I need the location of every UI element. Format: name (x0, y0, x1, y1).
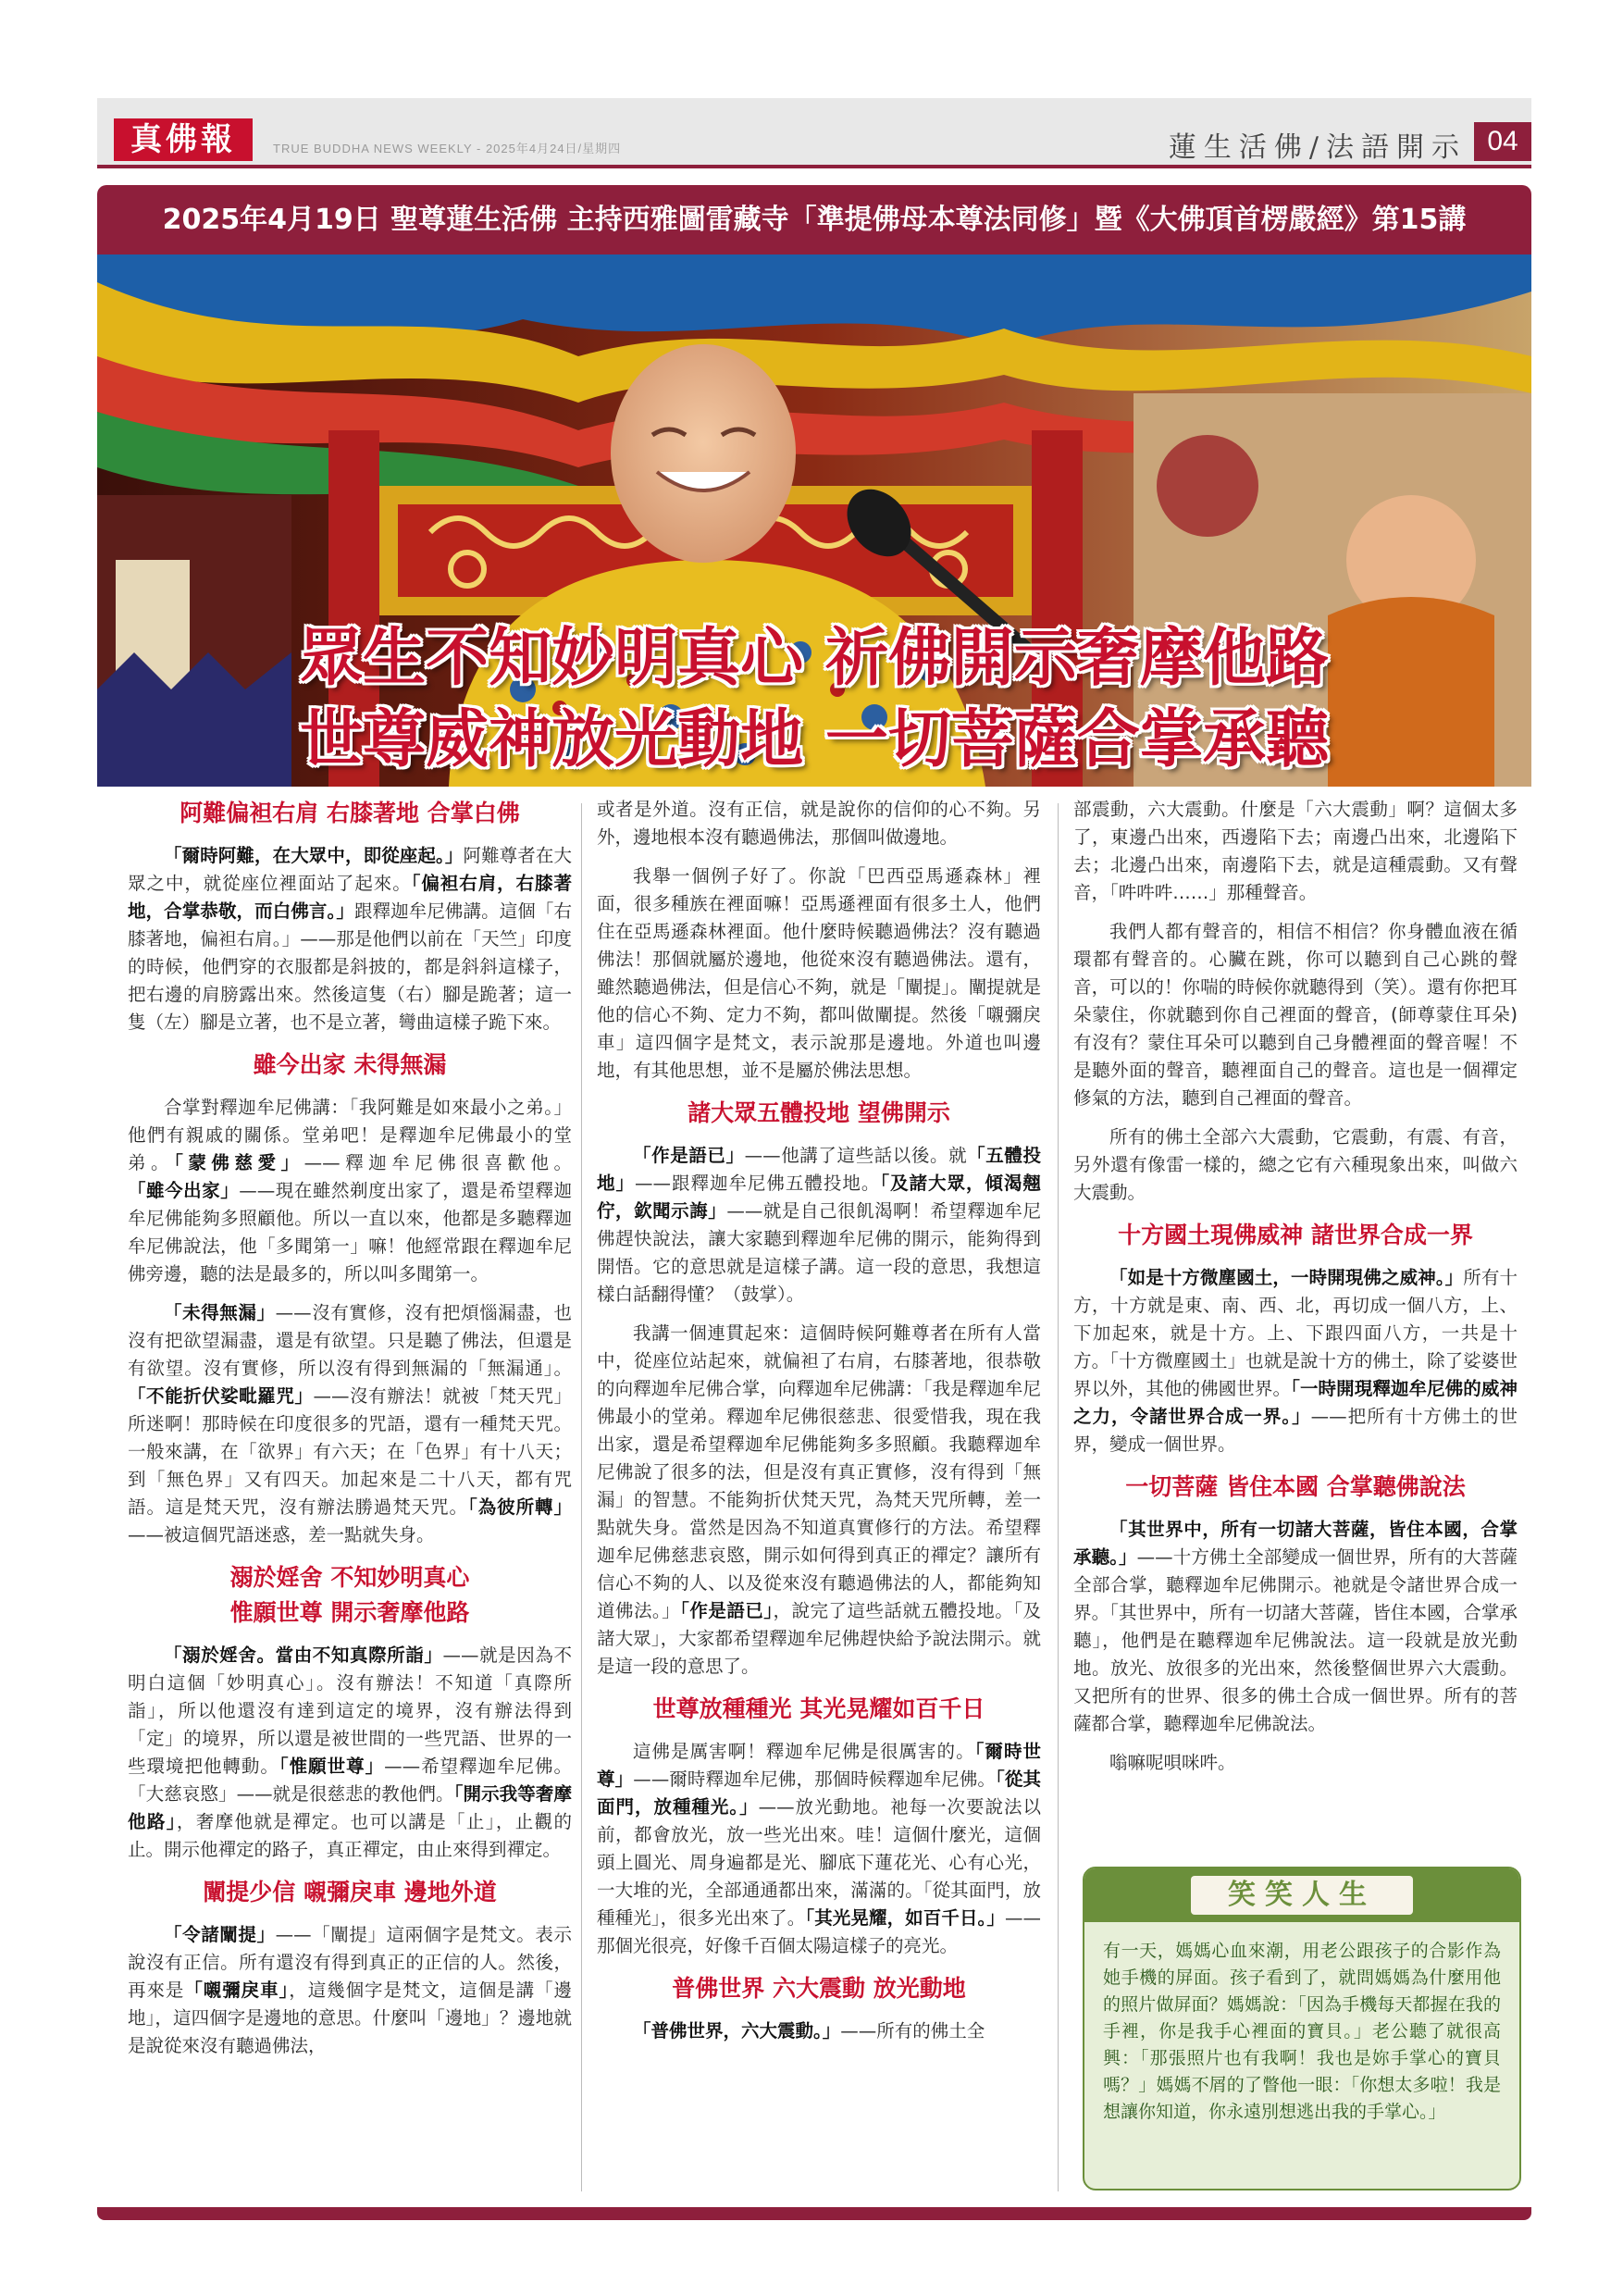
article-column-3 (1073, 796, 1518, 1788)
subheading: 諸大眾五體投地 望佛開示 (688, 1099, 950, 1126)
article-column-1 (128, 796, 572, 2071)
newspaper-logo: 真佛報 (114, 118, 253, 161)
headline-line-2: 世尊威神放光動地 一切菩薩合掌承聽 (300, 702, 1329, 776)
subheading: 雖今出家 未得無漏 (253, 1051, 447, 1078)
paragraph: 所有的佛土全部六大震動，它震動，有震、有音，另外還有像雷一樣的，總之它有六種現象出來，叫做六大震動。 (1073, 1126, 1518, 1203)
joke-box-title: 笑笑人生 (1191, 1876, 1413, 1915)
column-divider (581, 803, 582, 2191)
paragraph: 我講一個連貫起來：這個時候阿難尊者在所有人當中，從座位站起來，就偏袒了右肩，右膝著地，很恭敬的向釋迦牟尼佛合掌，向釋迦牟尼佛講：「我是釋迦牟尼佛最小的堂弟。釋迦牟尼佛很慈悲、很愛惜我，現在我出家，還是希望釋迦牟尼佛能夠多多照顧。我聽釋迦牟尼佛說了很多的法，但是沒有真正實修，沒有得到「無漏」的智慧。不能夠折伏梵天咒，為梵天咒所轉，差一點就失身。當然是因為不知道真實修行的方法。希望釋迦牟尼佛慈悲哀愍，開示如何得到真正的禪定？讓所有信心不夠的人、以及從來沒有聽過佛法的人，都能夠知道佛法。」「作是語已」，說完了這些話就五體投地。「及諸大眾」，大家都希望釋迦牟尼佛趕快給予說法開示。就是這一段的意思了。 (597, 1322, 1041, 1677)
paragraph: 「其世界中，所有一切諸大菩薩，皆住本國，合掌承聽。」——十方佛土全部變成一個世界，所有的大菩薩全部合掌，聽釋迦牟尼佛開示。祂就是令諸世界合成一界。「其世界中，所有一切諸大菩薩，皆住本國，合掌承聽」，他們是在聽釋迦牟尼佛說法。這一段就是放光動地。放光、放很多的光出來，然後整個世界六大震動。又把所有的世界、很多的佛土合成一個世界。所有的菩薩都合掌，聽釋迦牟尼佛說法。 (1073, 1519, 1518, 1734)
news-date-line: TRUE BUDDHA NEWS WEEKLY - 2025年4月24日/星期四 (273, 142, 622, 155)
section-title: 蓮生活佛/法語開示 (1168, 131, 1467, 164)
paragraph: 「令諸闡提」——「闡提」這兩個字是梵文。表示說沒有正信。所有還沒有得到真正的正信的人。然後，再來是「嚫彌戾車」，這幾個字是梵文，這個是講「邊地」，這四個字是邊地的意思。什麼叫「邊地」？邊地就是說從來沒有聽過佛法， (128, 1924, 572, 2056)
subheading: 世尊放種種光 其光晃耀如百千日 (652, 1695, 985, 1722)
paragraph: 「溺於婬舍。當由不知真際所詣」——就是因為不明白這個「妙明真心」。沒有辦法！不知道「真際所詣」，所以他還沒有達到這定的境界，沒有辦法得到「定」的境界，所以還是被世間的一些咒語、世界的一些環境把他轉動。「惟願世尊」——希望釋迦牟尼佛。「大慈哀愍」——就是很慈悲的教他們。「開示我等奢摩他路」，奢摩他就是禪定。也可以講是「止」，止觀的止。開示他禪定的路子，真正禪定，由止來得到禪定。 (128, 1644, 572, 1860)
joke-box (1083, 1867, 1521, 2191)
paragraph: 「未得無漏」——沒有實修，沒有把煩惱漏盡，也沒有把欲望漏盡，還是有欲望。只是聽了佛法，但還是有欲望。沒有實修，所以沒有得到無漏的「無漏通」。「不能折伏娑毗羅咒」——沒有辦法！就被「梵天咒」所迷啊！那時候在印度很多的咒語，還有一種梵天咒。一般來講，在「欲界」有六天；在「色界」有十八天；到「無色界」又有四天。加起來是二十八天，都有咒語。這是梵天咒，沒有辦法勝過梵天咒。「為彼所轉」——被這個咒語迷惑，差一點就失身。 (128, 1302, 572, 1545)
subheading: 一切菩薩 皆住本國 合掌聽佛說法 (1125, 1473, 1466, 1500)
masthead (97, 98, 1531, 168)
page-bottom-bar (97, 2207, 1531, 2220)
page-number: 04 (1474, 122, 1531, 161)
hero-photo (97, 254, 1531, 787)
event-title-bar: 2025年4月19日 聖尊蓮生活佛 主持西雅圖雷藏寺「準提佛母本尊法同修」暨《大佛頂首楞嚴經》第15講 (97, 185, 1531, 254)
paragraph: 部震動，六大震動。什麼是「六大震動」啊？這個太多了，東邊凸出來，西邊陷下去；南邊凸出來，北邊陷下去；北邊凸出來，南邊陷下去，就是這種震動。又有聲音，「吽吽吽……」那種聲音。 (1073, 799, 1518, 903)
subheading: 溺於婬舍 不知妙明真心 (229, 1564, 470, 1591)
paragraph: 我舉一個例子好了。你說「巴西亞馬遜森林」裡面，很多種族在裡面嘛！亞馬遜裡面有很多土人，他們住在亞馬遜森林裡面。他什麼時候聽過佛法？沒有聽過佛法！那個就屬於邊地，他從來沒有聽過佛法。還有，雖然聽過佛法，但是信心不夠，就是「闡提」。闡提就是他的信心不夠、定力不夠，都叫做闡提。然後「嚫彌戾車」這四個字是梵文，表示說那是邊地。外道也叫邊地，有其他思想，並不是屬於佛法思想。 (597, 865, 1041, 1081)
article-column-2 (597, 796, 1041, 2056)
subheading: 闡提少信 嚫彌戾車 邊地外道 (203, 1879, 497, 1905)
headline-line-1: 眾生不知妙明真心 祈佛開示奢摩他路 (300, 621, 1329, 695)
subheading: 阿難偏袒右肩 右膝著地 合掌白佛 (180, 800, 520, 826)
subheading: 普佛世界 六大震動 放光動地 (672, 1975, 966, 2002)
joke-box-body: 有一天，媽媽心血來潮，用老公跟孩子的合影作為她手機的屏面。孩子看到了，就問媽媽為什麼用他的照片做屏面？媽媽說：「因為手機每天都握在我的手裡，你是我手心裡面的寶貝。」老公聽了就很高興：「那張照片也有我啊！我也是妳手掌心的寶貝嗎？」媽媽不屑的了瞥他一眼：「你想太多啦！我是想讓你知道，你永遠別想逃出我的手掌心。」 (1103, 1941, 1501, 2122)
paragraph: 「如是十方微塵國土，一時開現佛之威神。」所有十方，十方就是東、南、西、北，再切成一個八方，上、下加起來，就是十方。上、下跟四面八方，一共是十方。「十方微塵國土」也就是說十方的佛土，除了娑婆世界以外，其他的佛國世界。「一時開現釋迦牟尼佛的威神之力，令諸世界合成一界。」——把所有十方佛土的世界，變成一個世界。 (1073, 1267, 1518, 1455)
paragraph: 合掌對釋迦牟尼佛講：「我阿難是如來最小之弟。」他們有親戚的關係。堂弟吧！是釋迦牟尼佛最小的堂弟。「蒙佛慈愛」——釋迦牟尼佛很喜歡他。「雖今出家」——現在雖然剃度出家了，還是希望釋迦牟尼佛能夠多照顧他。所以一直以來，他都是多聽釋迦牟尼佛說法，他「多聞第一」嘛！他經常跟在釋迦牟尼佛旁邊，聽的法是最多的，所以叫多聞第一。 (128, 1097, 572, 1285)
paragraph: 「普佛世界，六大震動。」——所有的佛土全 (633, 2020, 985, 2042)
paragraph: 或者是外道。沒有正信，就是說你的信仰的心不夠。另外，邊地根本沒有聽過佛法，那個叫做邊地。 (597, 799, 1041, 848)
joke-box-header (1084, 1868, 1519, 1922)
paragraph: 「作是語已」——他講了這些話以後。就「五體投地」——跟釋迦牟尼佛五體投地。「及諸大眾，傾渴翹佇，欽聞示誨」——就是自己很飢渴啊！希望釋迦牟尼佛趕快說法，讓大家聽到釋迦牟尼佛的開示，能夠得到開悟。它的意思就是這樣子講。這一段的意思，我想這樣白話翻得懂？（鼓掌）。 (597, 1145, 1041, 1305)
paragraph: 「爾時阿難，在大眾中，即從座起。」阿難尊者在大眾之中，就從座位裡面站了起來。「偏袒右肩，右膝著地，合掌恭敬，而白佛言。」跟釋迦牟尼佛講。這個「右膝著地，偏袒右肩。」——那是他們以前在「天竺」印度的時候，他們穿的衣服都是斜披的，都是斜斜這樣子，把右邊的肩膀露出來。然後這隻（右）腳是跪著；這一隻（左）腳是立著，也不是立著，彎曲這樣子跪下來。 (128, 845, 572, 1033)
subheading: 惟願世尊 開示奢摩他路 (229, 1599, 470, 1626)
column-divider (1058, 803, 1059, 2191)
paragraph: 嗡嘛呢唄咪吽。 (1109, 1752, 1236, 1773)
subheading: 十方國土現佛威神 諸世界合成一界 (1118, 1222, 1473, 1248)
paragraph: 這佛是厲害啊！釋迦牟尼佛是很厲害的。「爾時世尊」——爾時釋迦牟尼佛，那個時候釋迦牟尼佛。「從其面門，放種種光。」——放光動地。祂每一次要說法以前，都會放光，放一些光出來。哇！這個什麼光，這個頭上圓光、周身遍都是光、腳底下蓮花光、心有心光，一大堆的光，全部通通都出來，滿滿的。「從其面門，放種種光」，很多光出來了。「其光晃耀，如百千日。」——那個光很亮，好像千百個太陽這樣子的亮光。 (597, 1741, 1041, 1956)
paragraph: 我們人都有聲音的，相信不相信？你身體血液在循環都有聲音的。心臟在跳，你可以聽到自己心跳的聲音，可以的！你喘的時候你就聽得到（笑）。還有你把耳朵蒙住，你就聽到你自己裡面的聲音，(師尊蒙住耳朵)有沒有？蒙住耳朵可以聽到自己身體裡面的聲音喔！不是聽外面的聲音，聽裡面自己的聲音。這也是一個禪定修氣的方法，聽到自己裡面的聲音。 (1073, 921, 1518, 1109)
